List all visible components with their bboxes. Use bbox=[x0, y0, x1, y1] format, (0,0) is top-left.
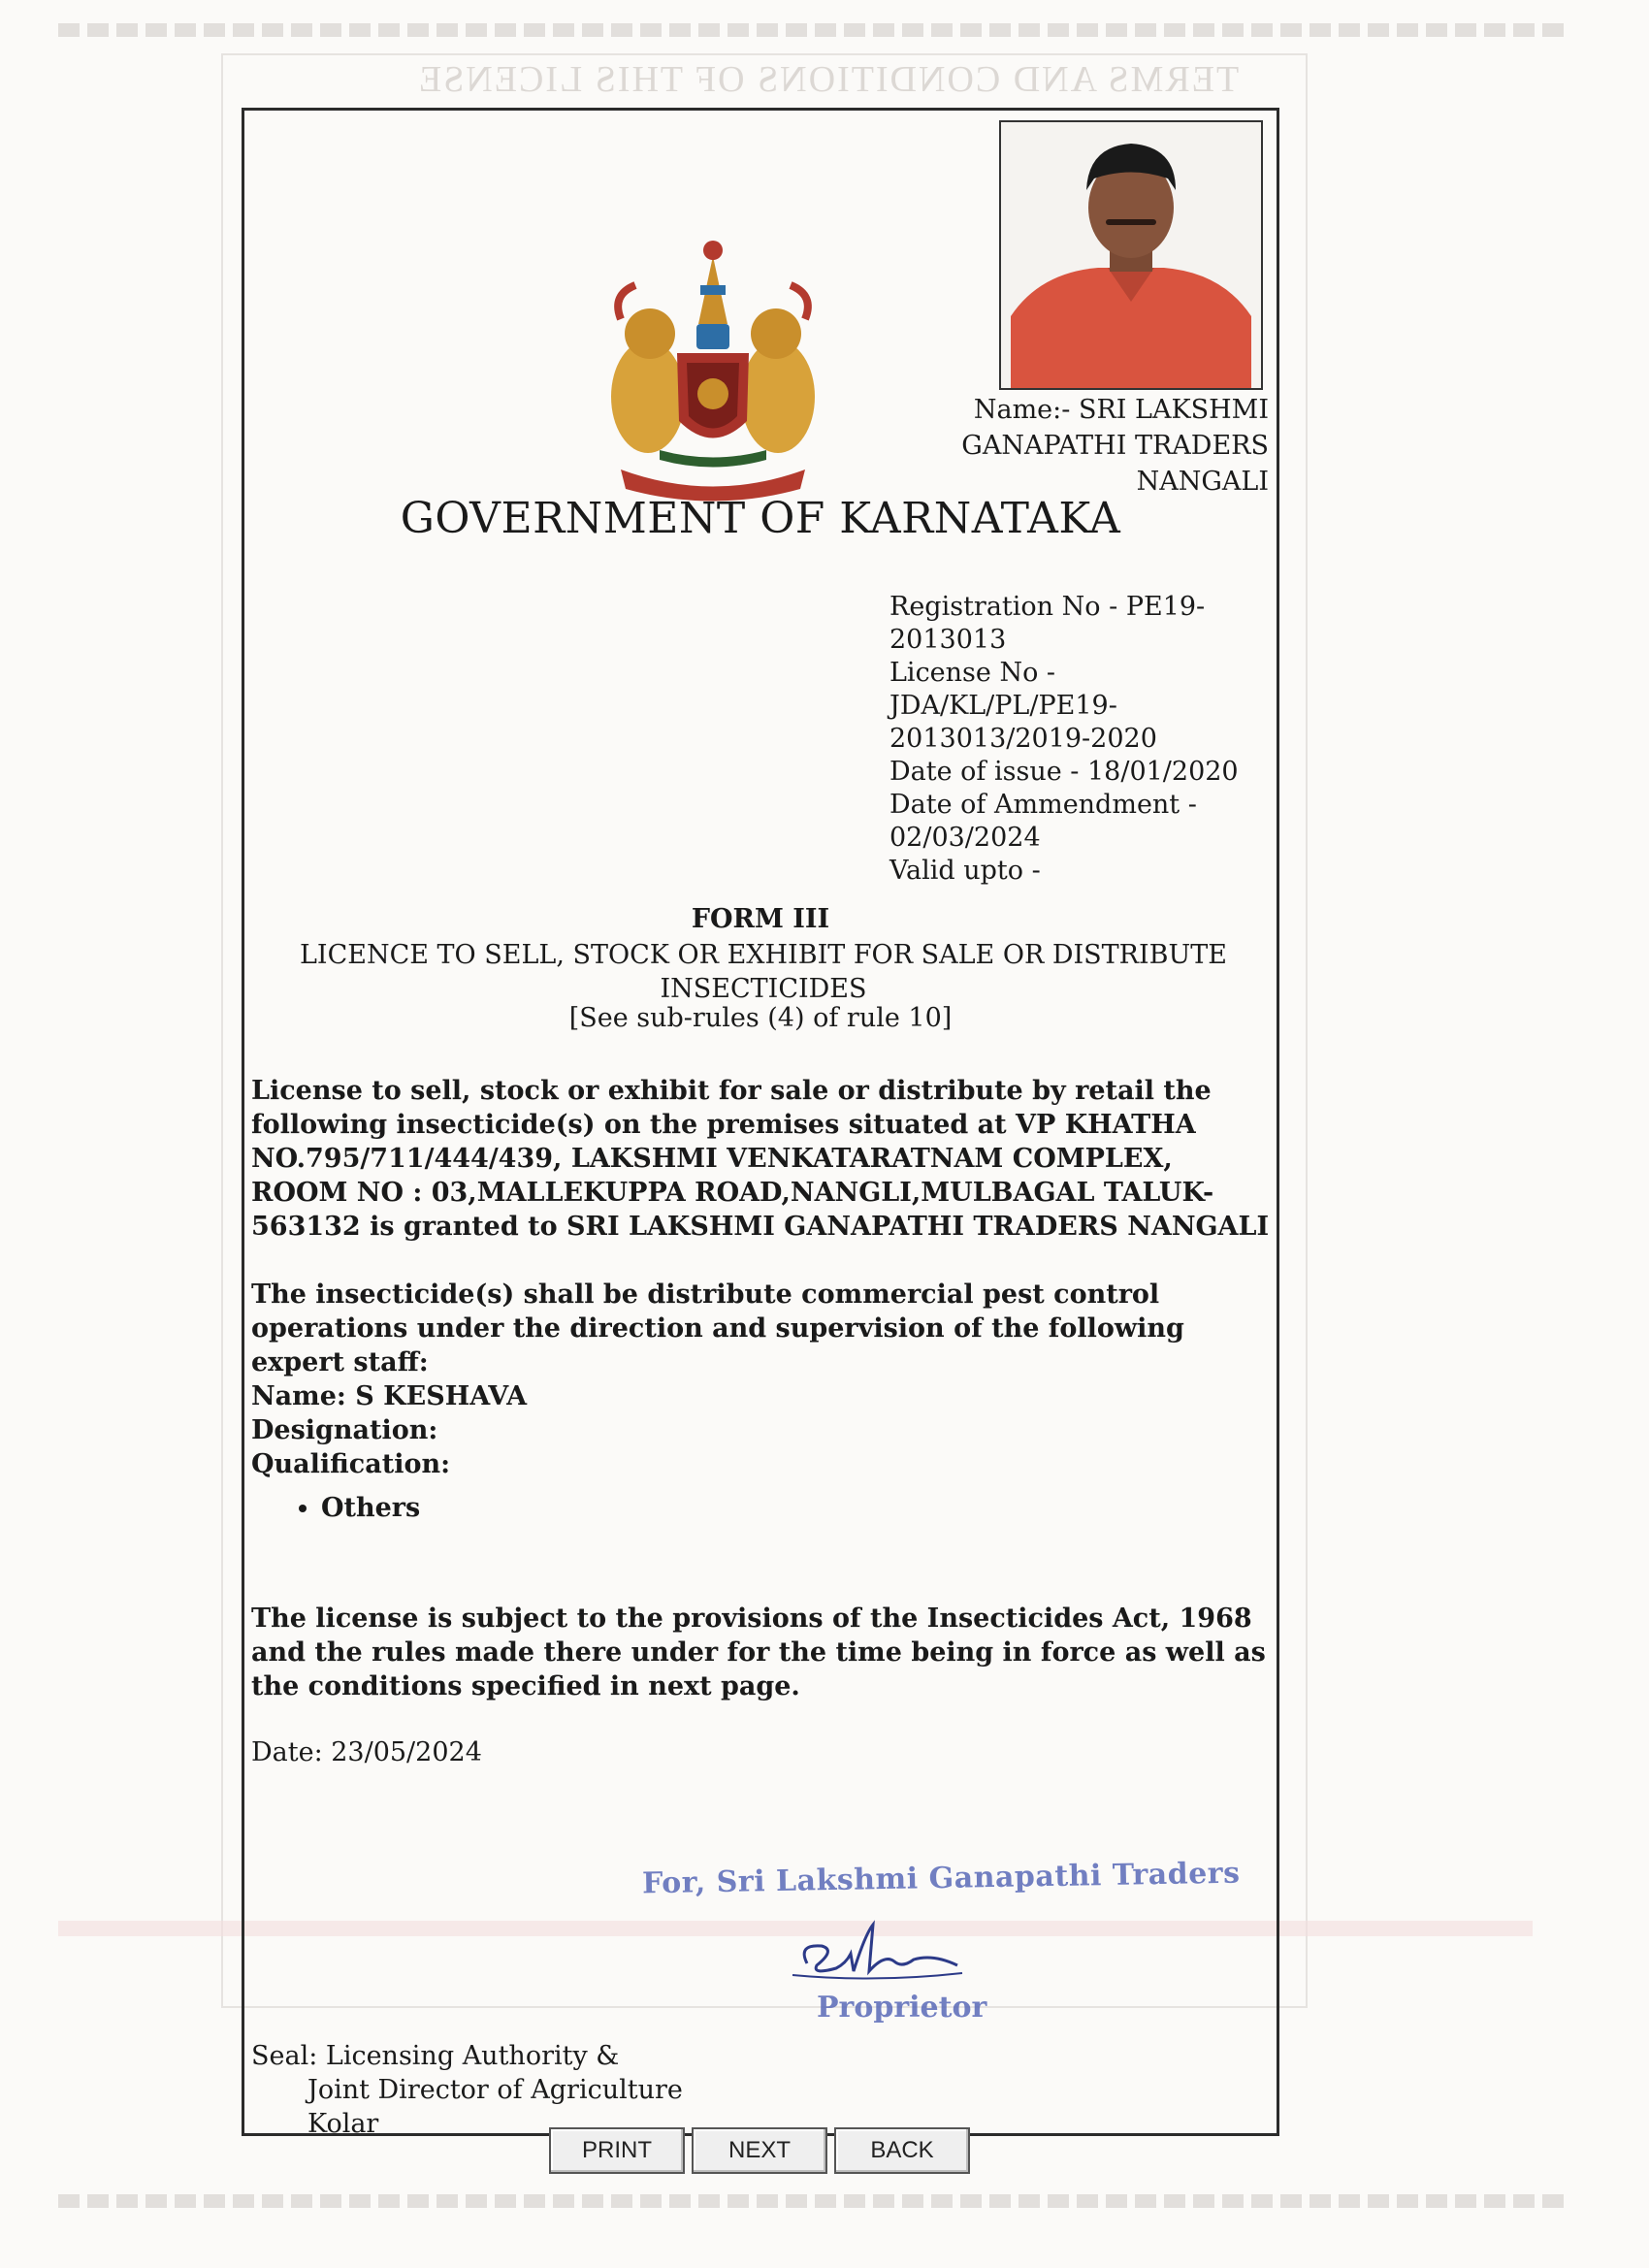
license-value-1: JDA/KL/PL/PE19- bbox=[889, 691, 1117, 721]
expert-name: Name: S KESHAVA bbox=[251, 1381, 528, 1411]
amendment-value: 02/03/2024 bbox=[889, 823, 1041, 853]
subject-conditions-text: The license is subject to the provisions of the Insecticides Act, 1968 and the rules made there under for the time being in force as well as the conditions specified in next page. bbox=[251, 1604, 1266, 1701]
licensee-photo bbox=[999, 120, 1263, 390]
seal-line-2: Joint Director of Agriculture bbox=[307, 2075, 683, 2105]
back-button[interactable]: BACK bbox=[834, 2127, 970, 2174]
issue-date: Date of issue - 18/01/2020 bbox=[889, 757, 1239, 787]
licence-title: LICENCE TO SELL, STOCK OR EXHIBIT FOR SALE OR DISTRIBUTE INSECTICIDES bbox=[299, 940, 1227, 1004]
registration-details bbox=[889, 591, 1268, 888]
licensee-name bbox=[961, 392, 1269, 500]
rules-reference: [See sub-rules (4) of rule 10] bbox=[568, 1003, 953, 1033]
firm-stamp: For, Sri Lakshmi Ganapathi Traders bbox=[641, 1856, 1241, 1901]
qualification-list bbox=[251, 1491, 1275, 1525]
browser-footer-ghost bbox=[58, 2194, 1571, 2208]
amendment-label: Date of Ammendment - bbox=[889, 790, 1197, 820]
seal-line-1: Seal: Licensing Authority & bbox=[251, 2041, 620, 2071]
karnataka-emblem-icon bbox=[601, 227, 824, 508]
name-line-2: GANAPATHI TRADERS bbox=[961, 431, 1269, 461]
valid-upto: Valid upto - bbox=[889, 856, 1041, 886]
print-button[interactable]: PRINT bbox=[549, 2127, 685, 2174]
proprietor-stamp: Proprietor bbox=[817, 1991, 987, 2025]
name-line-1: Name:- SRI LAKSHMI bbox=[973, 395, 1269, 425]
license-certificate bbox=[242, 108, 1279, 2139]
action-button-bar bbox=[549, 2127, 970, 2174]
license-value-2: 2013013/2019-2020 bbox=[889, 724, 1157, 754]
licensing-seal bbox=[251, 2039, 683, 2141]
qualification-item: • Others bbox=[321, 1491, 1275, 1525]
registration-value: 2013013 bbox=[889, 625, 1007, 655]
expert-designation: Designation: bbox=[251, 1415, 438, 1445]
license-label: License No - bbox=[889, 658, 1056, 688]
name-line-3: NANGALI bbox=[1136, 467, 1269, 497]
expert-intro: The insecticide(s) shall be distribute commercial pest control operations under the direction and supervision of the following expert staff: bbox=[251, 1280, 1184, 1377]
form-title: FORM III bbox=[691, 904, 830, 934]
seal-line-3: Kolar bbox=[307, 2109, 379, 2139]
license-grant-text: License to sell, stock or exhibit for sale or distribute by retail the following insecticide(s) on the premises situated at VP KHATHA NO.795/711/444/439, LAKSHMI VENKATARATNAM COMPLEX, ROOM NO : 03,MALLEKUPPA ROAD,NANGLI,MULBAGAL TALUK-563132 is granted to SRI LAKSHMI GANAPATHI TRADERS NANGALI bbox=[251, 1076, 1270, 1242]
issue-date-line: Date: 23/05/2024 bbox=[251, 1737, 482, 1767]
registration-label: Registration No - PE19- bbox=[889, 592, 1206, 622]
government-title: GOVERNMENT OF KARNATAKA bbox=[400, 494, 1121, 543]
expert-qualification: Qualification: bbox=[251, 1449, 451, 1479]
reverse-side-title: TERMS AND CONDITIONS OF THIS LICENSE bbox=[417, 59, 1240, 100]
next-button[interactable]: NEXT bbox=[692, 2127, 827, 2174]
expert-staff-section bbox=[251, 1278, 1275, 1525]
browser-url-ghost bbox=[58, 23, 1571, 37]
proprietor-signature bbox=[788, 1915, 972, 1993]
